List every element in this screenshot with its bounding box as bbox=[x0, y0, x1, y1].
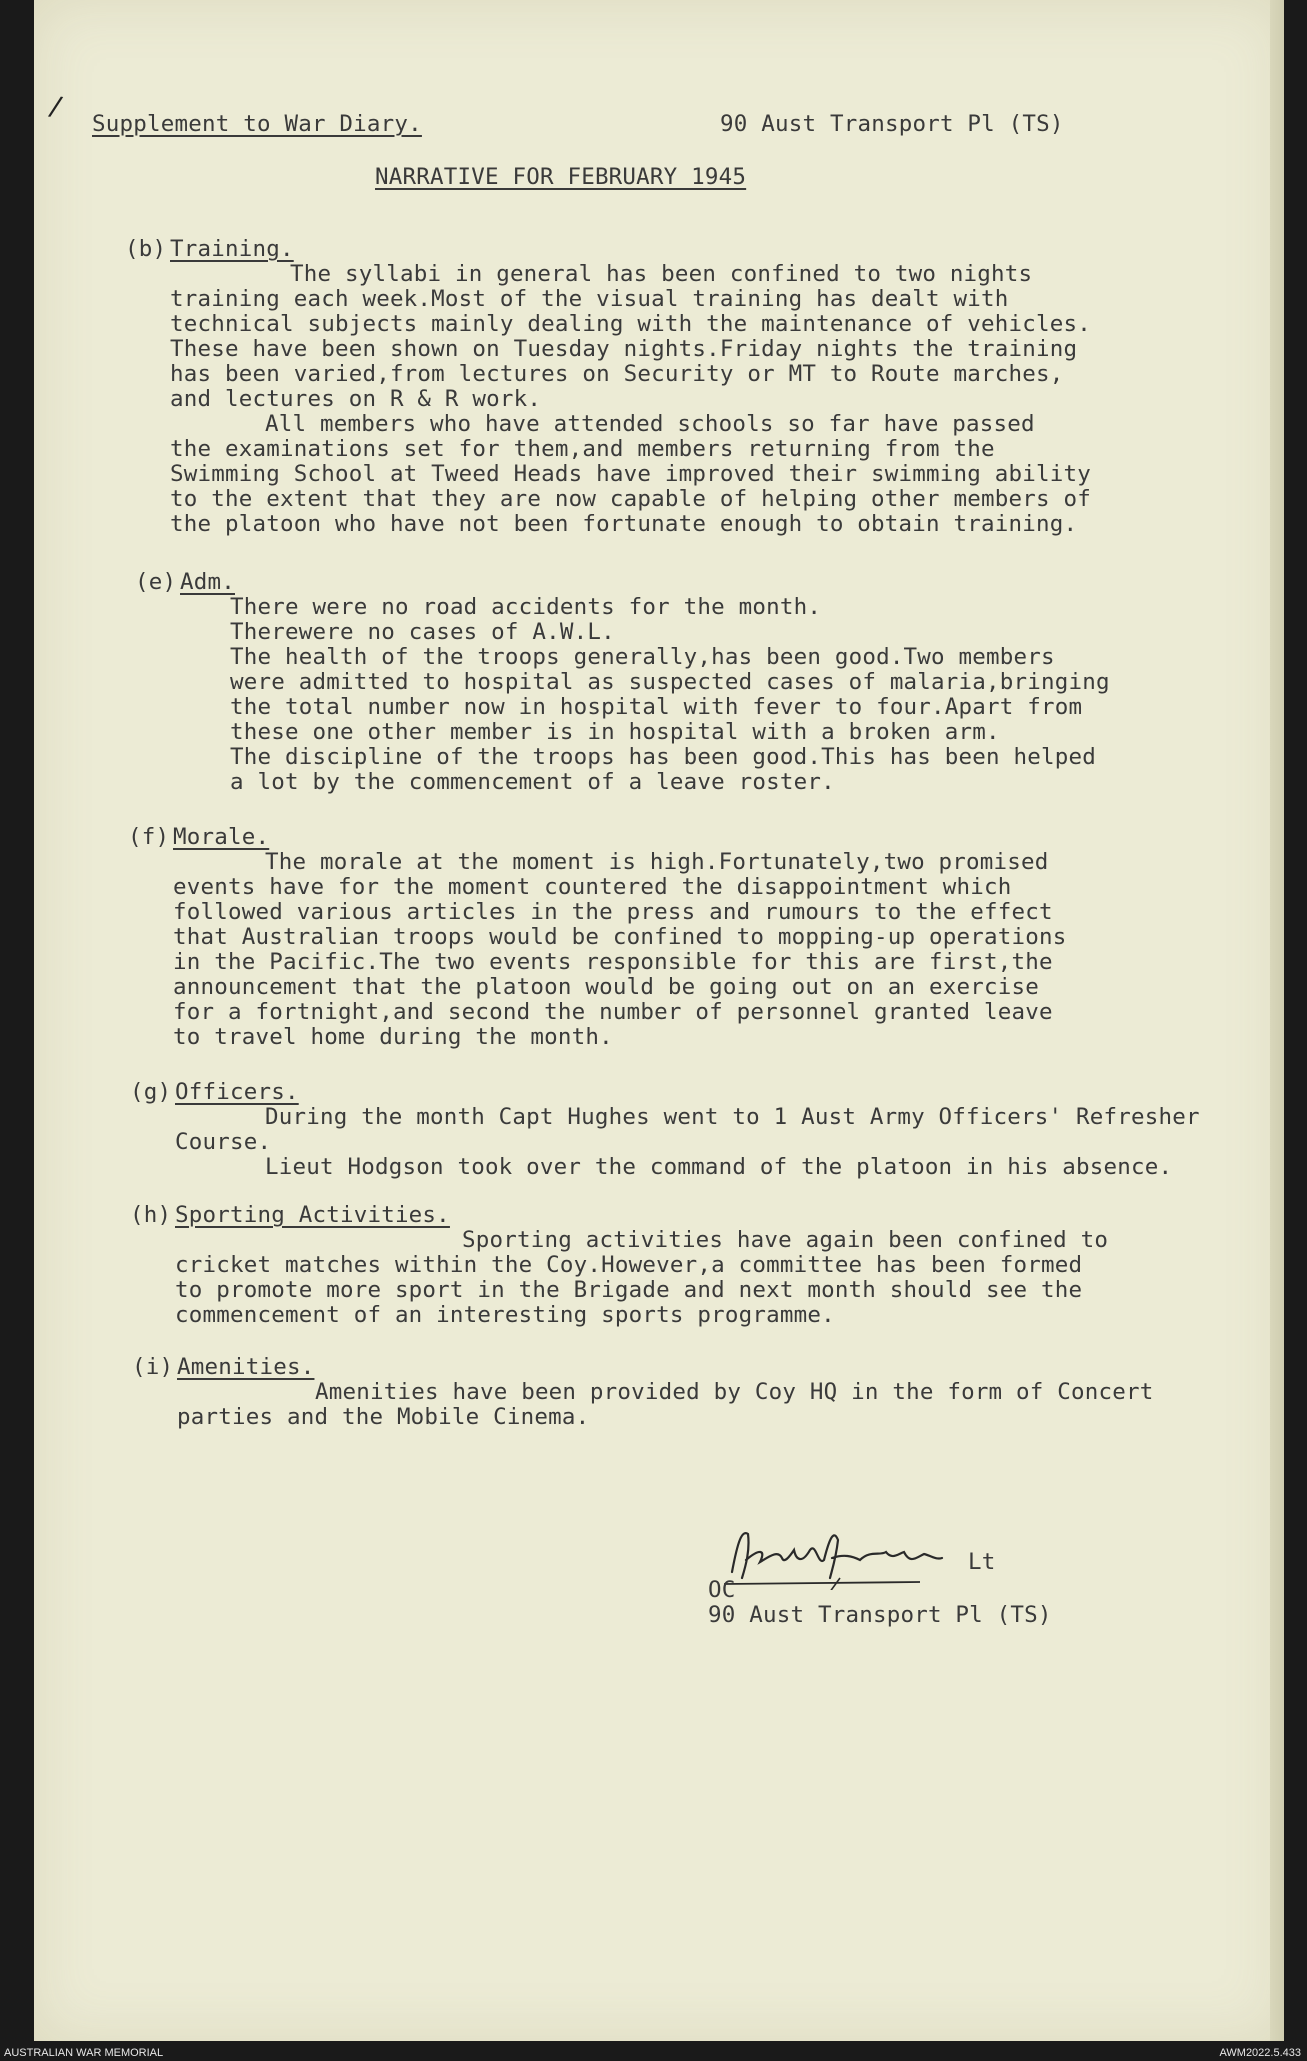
text-line: to travel home during the month. bbox=[173, 1024, 613, 1050]
text-line: Therewere no cases of A.W.L. bbox=[230, 619, 615, 645]
text-line: for a fortnight,and second the number of personnel granted leave bbox=[173, 999, 1053, 1025]
text-line: the total number now in hospital with fever to four.Apart from bbox=[230, 694, 1083, 720]
text-line: Amenities have been provided by Coy HQ in the form of Concert bbox=[315, 1379, 1154, 1405]
text-line: were admitted to hospital as suspected cases of malaria,bringing bbox=[230, 669, 1110, 695]
text-line: cricket matches within the Coy.However,a committee has been formed bbox=[175, 1252, 1083, 1278]
section-marker: (f) bbox=[128, 824, 170, 850]
handwritten-signature bbox=[720, 1520, 980, 1590]
handwritten-mark: / bbox=[45, 91, 66, 123]
text-line: commencement of an interesting sports programme. bbox=[175, 1302, 835, 1328]
text-line: to promote more sport in the Brigade and next month should see the bbox=[175, 1277, 1083, 1303]
section-marker: (e) bbox=[135, 569, 177, 595]
section-heading-amenities: Amenities. bbox=[177, 1354, 315, 1380]
text-line: events have for the moment countered the disappointment which bbox=[173, 874, 1012, 900]
text-line: training each week.Most of the visual training has dealt with bbox=[170, 286, 1009, 312]
text-line: these one other member is in hospital with a broken arm. bbox=[230, 719, 1000, 745]
section-marker: (g) bbox=[130, 1079, 172, 1105]
text-line: has been varied,from lectures on Security or MT to Route marches, bbox=[170, 361, 1064, 387]
section-marker: (b) bbox=[125, 236, 167, 262]
section-marker: (h) bbox=[130, 1202, 172, 1228]
text-line: The syllabi in general has been confined to two nights bbox=[290, 261, 1033, 287]
text-line: technical subjects mainly dealing with the maintenance of vehicles. bbox=[170, 311, 1091, 337]
header-right: 90 Aust Transport Pl (TS) bbox=[720, 111, 1064, 137]
footer-institution: AUSTRALIAN WAR MEMORIAL bbox=[4, 2047, 164, 2059]
signature-rank: Lt bbox=[968, 1549, 996, 1575]
text-line: These have been shown on Tuesday nights.Friday nights the training bbox=[170, 336, 1078, 362]
text-line: parties and the Mobile Cinema. bbox=[177, 1404, 590, 1430]
section-heading-adm: Adm. bbox=[180, 569, 235, 595]
text-line: that Australian troops would be confined to mopping-up operations bbox=[173, 924, 1067, 950]
section-heading-morale: Morale. bbox=[173, 824, 270, 850]
footer-reference: AWM2022.5.433 bbox=[1219, 2047, 1301, 2059]
text-line: to the extent that they are now capable of helping other members of bbox=[170, 486, 1091, 512]
section-heading-officers: Officers. bbox=[175, 1079, 299, 1105]
text-line: the examinations set for them,and members returning from the bbox=[170, 436, 995, 462]
text-line: The health of the troops generally,has been good.Two members bbox=[230, 644, 1055, 670]
signature-unit: 90 Aust Transport Pl (TS) bbox=[708, 1602, 1052, 1628]
page-edge-fold bbox=[1270, 0, 1284, 2041]
text-line: the platoon who have not been fortunate enough to obtain training. bbox=[170, 511, 1078, 537]
text-line: Lieut Hodgson took over the command of the platoon in his absence. bbox=[265, 1154, 1173, 1180]
text-line: in the Pacific.The two events responsible for this are first,the bbox=[173, 949, 1053, 975]
text-line: There were no road accidents for the month. bbox=[230, 594, 822, 620]
text-line: followed various articles in the press and rumours to the effect bbox=[173, 899, 1053, 925]
signature-role: OC bbox=[708, 1577, 736, 1603]
text-line: The morale at the moment is high.Fortunately,two promised bbox=[265, 849, 1049, 875]
section-heading-training: Training. bbox=[170, 236, 294, 262]
text-line: Course. bbox=[175, 1129, 272, 1155]
text-line: announcement that the platoon would be going out on an exercise bbox=[173, 974, 1040, 1000]
text-line: a lot by the commencement of a leave roster. bbox=[230, 769, 835, 795]
document-title: NARRATIVE FOR FEBRUARY 1945 bbox=[375, 164, 747, 190]
section-marker: (i) bbox=[132, 1354, 174, 1380]
text-line: and lectures on R & R work. bbox=[170, 386, 542, 412]
header-left: Supplement to War Diary. bbox=[92, 111, 422, 137]
text-line: During the month Capt Hughes went to 1 Aust Army Officers' Refresher bbox=[265, 1104, 1200, 1130]
text-line: All members who have attended schools so far have passed bbox=[265, 411, 1035, 437]
text-line: Swimming School at Tweed Heads have improved their swimming ability bbox=[170, 461, 1091, 487]
text-line: Sporting activities have again been confined to bbox=[462, 1227, 1109, 1253]
text-line: The discipline of the troops has been good.This has been helped bbox=[230, 744, 1097, 770]
section-heading-sporting: Sporting Activities. bbox=[175, 1202, 450, 1228]
